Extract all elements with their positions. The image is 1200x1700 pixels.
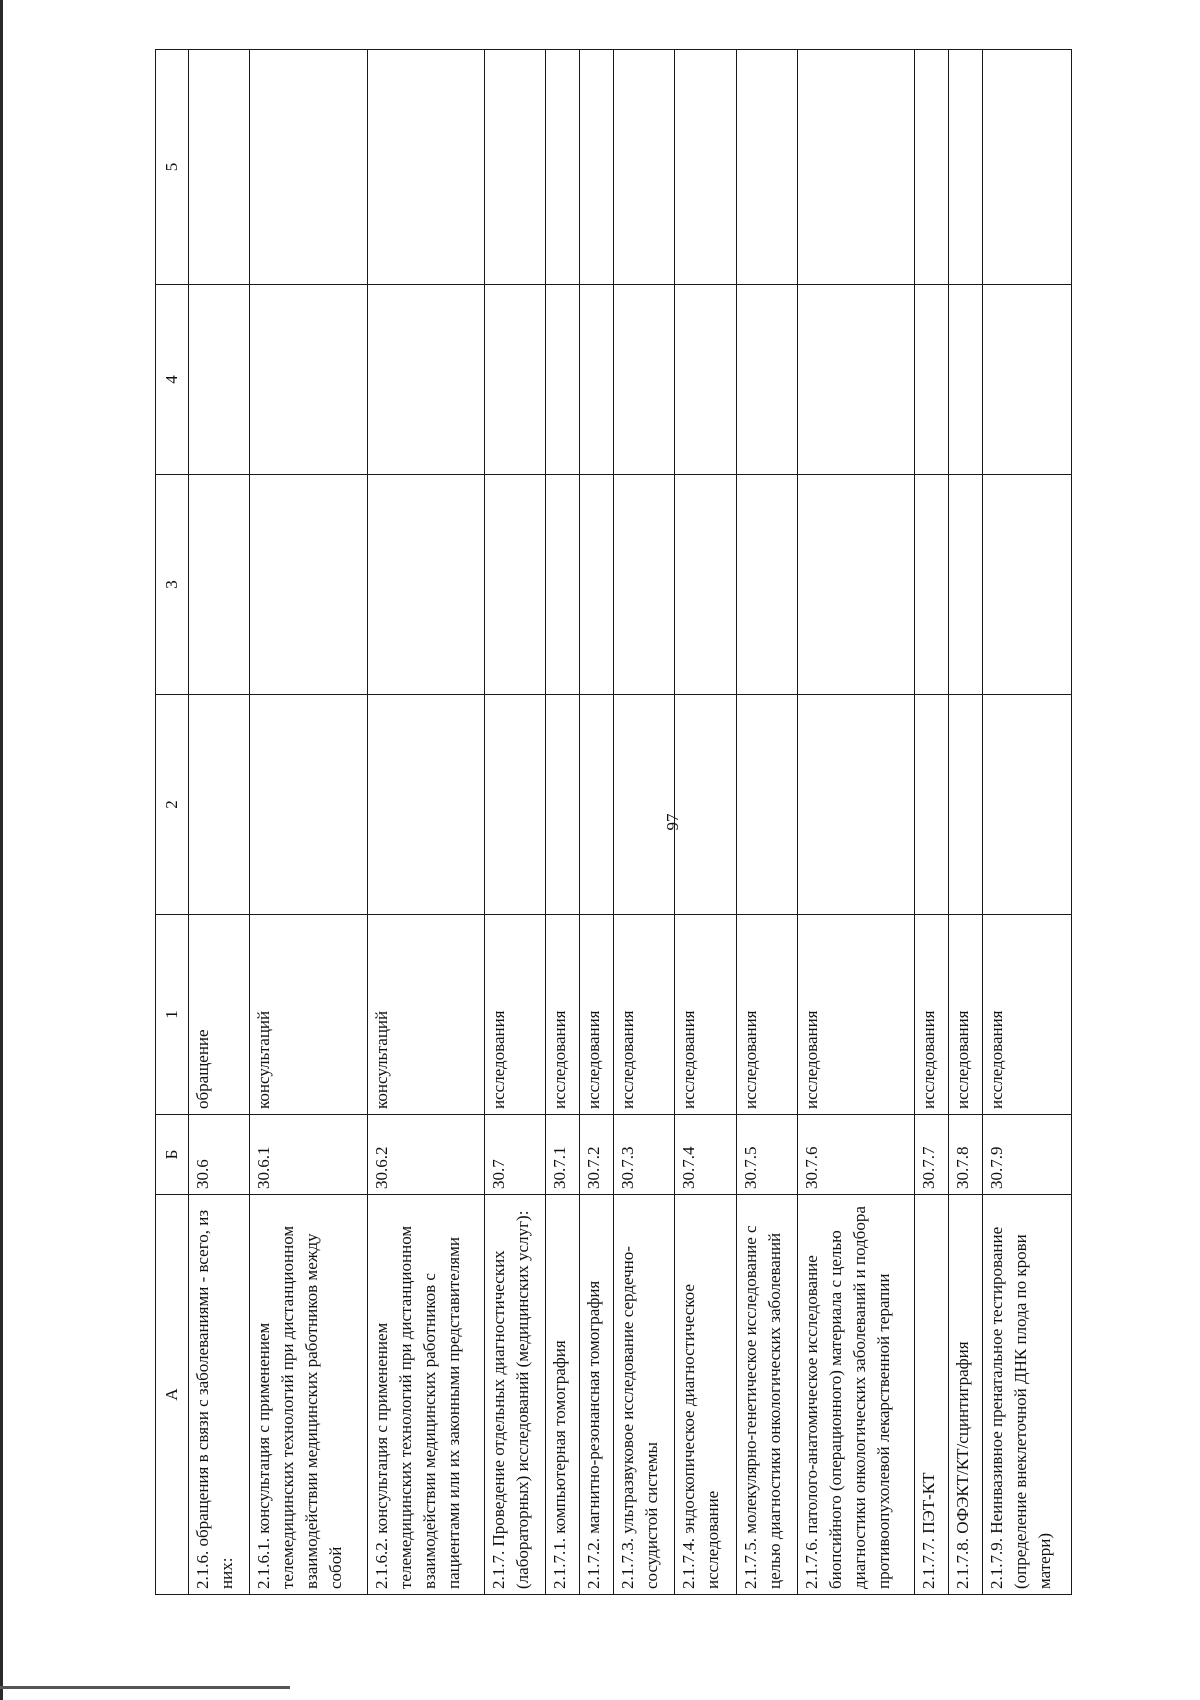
row-title: 2.1.7.5. молекулярно-генетическое исследование с целью диагностики онкологических заболеваний: [736, 1195, 797, 1595]
row-col-3: [736, 475, 797, 695]
header-col-4: 4: [156, 285, 189, 475]
row-col-3: [579, 475, 613, 695]
row-col-5: [250, 50, 367, 285]
row-unit: исследования: [579, 915, 613, 1115]
row-unit: исследования: [948, 915, 982, 1115]
row-code: 30.6: [189, 1115, 250, 1195]
rotated-table-container: [155, 50, 1072, 1595]
table-row: [915, 50, 949, 1595]
table-row: [579, 50, 613, 1595]
row-col-2: [613, 695, 674, 915]
row-col-3: [250, 475, 367, 695]
row-col-4: [736, 285, 797, 475]
row-col-2: [546, 695, 580, 915]
row-col-2: [798, 695, 915, 915]
row-col-2: [915, 695, 949, 915]
row-col-4: [948, 285, 982, 475]
row-col-4: [546, 285, 580, 475]
row-title: 2.1.6.2. консультация с применением телемедицинских технологий при дистанционном взаимодействии медицинских работников с пациентами или их законными представителями: [367, 1195, 484, 1595]
row-col-3: [613, 475, 674, 695]
row-col-2: [367, 695, 484, 915]
row-unit: консультаций: [367, 915, 484, 1115]
row-title: 2.1.6.1. консультация с применением телемедицинских технологий при дистанционном взаимодействии медицинских работников между собой: [250, 1195, 367, 1595]
table-row: [798, 50, 915, 1595]
row-unit: консультаций: [250, 915, 367, 1115]
table-row: [367, 50, 484, 1595]
table-row: [675, 50, 736, 1595]
row-col-5: [579, 50, 613, 285]
scan-edge-left: [0, 0, 3, 1700]
row-col-2: [982, 695, 1071, 915]
row-unit: обращение: [189, 915, 250, 1115]
header-col-1: 1: [156, 915, 189, 1115]
row-col-5: [915, 50, 949, 285]
row-col-4: [579, 285, 613, 475]
row-code: 30.7.2: [579, 1115, 613, 1195]
row-title: 2.1.7.7. ПЭТ-КТ: [915, 1195, 949, 1595]
row-col-5: [189, 50, 250, 285]
row-col-2: [675, 695, 736, 915]
row-unit: исследования: [675, 915, 736, 1115]
row-title: 2.1.7.3. ультразвуковое исследование сердечно-сосудистой системы: [613, 1195, 674, 1595]
row-code: 30.7.7: [915, 1115, 949, 1195]
row-col-4: [189, 285, 250, 475]
row-code: 30.7.3: [613, 1115, 674, 1195]
row-unit: исследования: [546, 915, 580, 1115]
row-col-4: [367, 285, 484, 475]
row-code: 30.7.9: [982, 1115, 1071, 1195]
row-col-5: [798, 50, 915, 285]
table-row: [546, 50, 580, 1595]
page-number: 97: [663, 813, 682, 831]
row-unit: исследования: [798, 915, 915, 1115]
row-col-3: [798, 475, 915, 695]
row-unit: исследования: [613, 915, 674, 1115]
row-title: 2.1.7.6. патолого-анатомическое исследование биопсийного (операционного) материала с целью диагностики онкологических заболеваний и подбора противоопухолевой лекарственной терапии: [798, 1195, 915, 1595]
row-col-5: [982, 50, 1071, 285]
row-col-3: [367, 475, 484, 695]
row-col-5: [613, 50, 674, 285]
row-col-3: [546, 475, 580, 695]
row-col-2: [579, 695, 613, 915]
row-col-4: [798, 285, 915, 475]
row-col-2: [484, 695, 545, 915]
header-col-5: 5: [156, 50, 189, 285]
row-title: 2.1.7.1. компьютерная томография: [546, 1195, 580, 1595]
row-code: 30.7.4: [675, 1115, 736, 1195]
row-col-3: [675, 475, 736, 695]
table-row: [250, 50, 367, 1595]
table-row: [736, 50, 797, 1595]
row-code: 30.6.1: [250, 1115, 367, 1195]
row-unit: исследования: [915, 915, 949, 1115]
row-code: 30.7.1: [546, 1115, 580, 1195]
row-col-4: [250, 285, 367, 475]
row-col-5: [675, 50, 736, 285]
header-col-3: 3: [156, 475, 189, 695]
row-col-2: [736, 695, 797, 915]
row-col-2: [948, 695, 982, 915]
row-col-2: [189, 695, 250, 915]
header-col-a: А: [156, 1195, 189, 1595]
row-col-4: [982, 285, 1071, 475]
row-code: 30.7.5: [736, 1115, 797, 1195]
table-header-row: [156, 50, 189, 1595]
row-code: 30.7.6: [798, 1115, 915, 1195]
table-row: [484, 50, 545, 1595]
row-col-3: [982, 475, 1071, 695]
row-title: 2.1.7.9. Неинвазивное пренатальное тестирование (определение внеклеточной ДНК плода по крови матери): [982, 1195, 1071, 1595]
row-col-5: [367, 50, 484, 285]
row-title: 2.1.7. Проведение отдельных диагностических (лабораторных) исследований (медицинских услуг):: [484, 1195, 545, 1595]
row-col-5: [484, 50, 545, 285]
table-row: [189, 50, 250, 1595]
row-code: 30.6.2: [367, 1115, 484, 1195]
row-col-2: [250, 695, 367, 915]
scan-edge-bottom: [0, 1686, 290, 1689]
row-title: 2.1.7.2. магнитно-резонансная томография: [579, 1195, 613, 1595]
row-unit: исследования: [484, 915, 545, 1115]
row-title: 2.1.7.4. эндоскопическое диагностическое исследование: [675, 1195, 736, 1595]
row-col-4: [915, 285, 949, 475]
table-row: [613, 50, 674, 1595]
row-title: 2.1.7.8. ОФЭКТ/КТ/сцинтиграфия: [948, 1195, 982, 1595]
row-col-3: [484, 475, 545, 695]
row-col-4: [484, 285, 545, 475]
row-col-4: [675, 285, 736, 475]
header-col-b: Б: [156, 1115, 189, 1195]
row-col-3: [189, 475, 250, 695]
row-col-5: [546, 50, 580, 285]
row-code: 30.7.8: [948, 1115, 982, 1195]
row-title: 2.1.6. обращения в связи с заболеваниями - всего, из них:: [189, 1195, 250, 1595]
row-col-3: [915, 475, 949, 695]
header-col-2: 2: [156, 695, 189, 915]
table-row: [948, 50, 982, 1595]
table-row: [982, 50, 1071, 1595]
row-col-4: [613, 285, 674, 475]
row-unit: исследования: [736, 915, 797, 1115]
row-col-3: [948, 475, 982, 695]
statistics-table: [155, 49, 1072, 1595]
row-col-5: [948, 50, 982, 285]
row-code: 30.7: [484, 1115, 545, 1195]
row-col-5: [736, 50, 797, 285]
row-unit: исследования: [982, 915, 1071, 1115]
